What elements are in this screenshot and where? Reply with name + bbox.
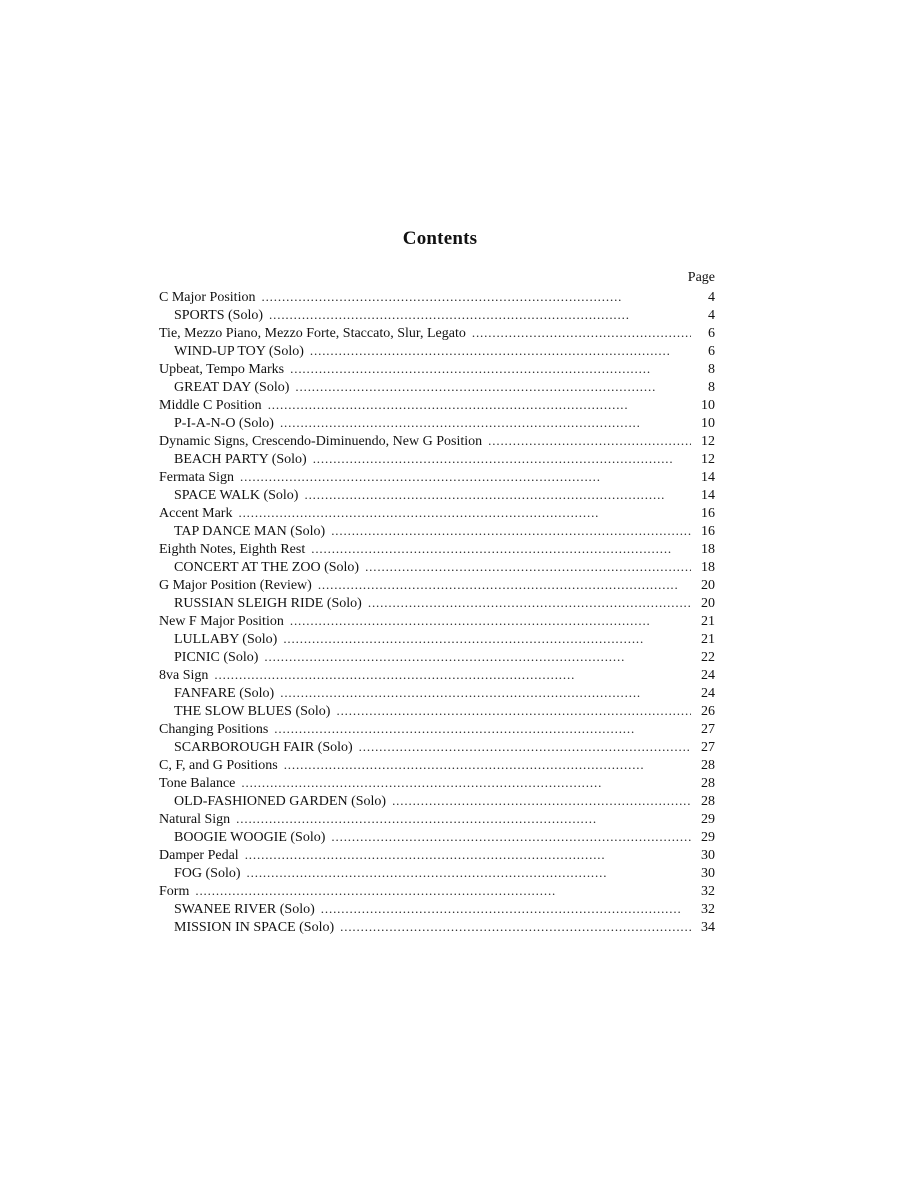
toc-entry-label: P-I-A-N-O (Solo) [174, 416, 274, 431]
toc-entry-label: Damper Pedal [159, 848, 239, 863]
dot-leader [274, 720, 691, 738]
toc-entry-page: 32 [701, 902, 715, 917]
toc-entry-label: FANFARE (Solo) [174, 686, 275, 701]
toc-subentry [159, 306, 715, 324]
toc-subentry [159, 558, 715, 576]
toc-entry-page: 4 [708, 308, 715, 323]
toc-subentry [159, 684, 715, 702]
toc-entry-page: 28 [701, 776, 715, 791]
toc-entry [159, 540, 715, 558]
dot-leader [195, 882, 691, 900]
dot-leader [359, 738, 691, 756]
toc-entry-page: 8 [708, 380, 715, 395]
toc-entry-page: 27 [701, 740, 715, 755]
toc-entry-page: 6 [708, 326, 715, 341]
dot-leader [280, 684, 691, 702]
toc-subentry [159, 828, 715, 846]
toc-entry [159, 720, 715, 738]
toc-entry-page: 30 [701, 866, 715, 881]
toc-entry-page: 28 [701, 758, 715, 773]
toc-entry [159, 846, 715, 864]
toc-entry-label: THE SLOW BLUES (Solo) [174, 704, 331, 719]
toc-entry-label: TAP DANCE MAN (Solo) [174, 524, 326, 539]
toc-subentry [159, 522, 715, 540]
toc-entry-label: SPACE WALK (Solo) [174, 488, 299, 503]
dot-leader [261, 288, 691, 306]
toc-entry [159, 360, 715, 378]
toc-entry-label: LULLABY (Solo) [174, 632, 278, 647]
toc-entry-label: Natural Sign [159, 812, 231, 827]
toc-entry-label: Middle C Position [159, 398, 262, 413]
dot-leader [321, 900, 691, 918]
dot-leader [311, 540, 691, 558]
toc-entry-page: 10 [701, 416, 715, 431]
toc-entry-label: Accent Mark [159, 506, 233, 521]
dot-leader [268, 396, 691, 414]
toc-entry [159, 576, 715, 594]
toc-entry [159, 504, 715, 522]
dot-leader [247, 864, 691, 882]
toc-entry [159, 612, 715, 630]
toc-subentry [159, 702, 715, 720]
toc-entry-page: 29 [701, 830, 715, 845]
dot-leader [472, 324, 691, 342]
toc-entry-label: SCARBOROUGH FAIR (Solo) [174, 740, 353, 755]
toc-entry-page: 28 [701, 794, 715, 809]
toc-entry [159, 882, 715, 900]
dot-leader [284, 756, 691, 774]
toc-subentry [159, 486, 715, 504]
toc-entry-label: RUSSIAN SLEIGH RIDE (Solo) [174, 596, 362, 611]
toc-entry-label: Tie, Mezzo Piano, Mezzo Forte, Staccato, Slur, Legato [159, 326, 466, 341]
toc-entry-label: Form [159, 884, 190, 899]
dot-leader [368, 594, 691, 612]
toc-entry-label: C, F, and G Positions [159, 758, 278, 773]
toc-entry-page: 20 [701, 596, 715, 611]
toc-entry-label: SWANEE RIVER (Solo) [174, 902, 315, 917]
dot-leader [290, 612, 691, 630]
toc-entry-page: 29 [701, 812, 715, 827]
toc-entry [159, 810, 715, 828]
dot-leader [313, 450, 691, 468]
toc-entry-label: OLD-FASHIONED GARDEN (Solo) [174, 794, 387, 809]
dot-leader [240, 468, 691, 486]
toc-subentry [159, 900, 715, 918]
toc-entry-page: 16 [701, 506, 715, 521]
toc-subentry [159, 414, 715, 432]
toc-subentry [159, 630, 715, 648]
toc-entry-page: 27 [701, 722, 715, 737]
dot-leader [488, 432, 691, 450]
toc-entry-page: 8 [708, 362, 715, 377]
toc-entry-page: 34 [701, 920, 715, 935]
toc-entry [159, 432, 715, 450]
toc-entry-label: Upbeat, Tempo Marks [159, 362, 285, 377]
toc-entry-label: SPORTS (Solo) [174, 308, 264, 323]
toc-entry-label: Tone Balance [159, 776, 236, 791]
toc-subentry [159, 450, 715, 468]
toc-entry-label: MISSION IN SPACE (Solo) [174, 920, 335, 935]
table-of-contents [159, 288, 715, 936]
toc-entry [159, 756, 715, 774]
toc-entry-page: 30 [701, 848, 715, 863]
toc-entry [159, 468, 715, 486]
toc-entry-page: 12 [701, 452, 715, 467]
toc-entry-page: 18 [701, 560, 715, 575]
dot-leader [304, 486, 691, 504]
toc-entry-label: G Major Position (Review) [159, 578, 312, 593]
toc-entry-page: 24 [701, 686, 715, 701]
dot-leader [238, 504, 691, 522]
dot-leader [283, 630, 691, 648]
toc-entry-page: 21 [701, 614, 715, 629]
toc-entry-label: C Major Position [159, 290, 256, 305]
toc-subentry [159, 792, 715, 810]
dot-leader [269, 306, 691, 324]
dot-leader [336, 702, 691, 720]
toc-entry-label: PICNIC (Solo) [174, 650, 259, 665]
toc-subentry [159, 594, 715, 612]
toc-entry [159, 396, 715, 414]
toc-entry [159, 774, 715, 792]
dot-leader [280, 414, 691, 432]
dot-leader [236, 810, 691, 828]
toc-entry-page: 18 [701, 542, 715, 557]
dot-leader [331, 522, 691, 540]
toc-entry-label: Dynamic Signs, Crescendo-Diminuendo, New G Position [159, 434, 483, 449]
toc-entry [159, 324, 715, 342]
toc-subentry [159, 864, 715, 882]
toc-entry-label: BEACH PARTY (Solo) [174, 452, 307, 467]
toc-entry-page: 26 [701, 704, 715, 719]
dot-leader [264, 648, 691, 666]
dot-leader [214, 666, 691, 684]
dot-leader [295, 378, 691, 396]
toc-entry-page: 4 [708, 290, 715, 305]
toc-entry-label: Fermata Sign [159, 470, 235, 485]
dot-leader [310, 342, 691, 360]
toc-entry-label: Eighth Notes, Eighth Rest [159, 542, 306, 557]
toc-subentry [159, 342, 715, 360]
toc-subentry [159, 648, 715, 666]
dot-leader [331, 828, 691, 846]
toc-entry-page: 6 [708, 344, 715, 359]
toc-entry-page: 32 [701, 884, 715, 899]
toc-entry-page: 14 [701, 470, 715, 485]
dot-leader [245, 846, 691, 864]
page-title: Contents [402, 228, 478, 249]
dot-leader [318, 576, 691, 594]
toc-subentry [159, 378, 715, 396]
toc-entry-label: BOOGIE WOOGIE (Solo) [174, 830, 326, 845]
toc-entry [159, 288, 715, 306]
toc-subentry [159, 738, 715, 756]
toc-entry-page: 10 [701, 398, 715, 413]
toc-entry-page: 22 [701, 650, 715, 665]
toc-entry-label: GREAT DAY (Solo) [174, 380, 290, 395]
page-column-heading: Page [687, 270, 715, 285]
toc-entry [159, 666, 715, 684]
toc-entry-page: 14 [701, 488, 715, 503]
toc-entry-label: Changing Positions [159, 722, 269, 737]
toc-entry-page: 12 [701, 434, 715, 449]
dot-leader [392, 792, 691, 810]
toc-entry-label: 8va Sign [159, 668, 209, 683]
toc-entry-label: New F Major Position [159, 614, 284, 629]
toc-entry-label: WIND-UP TOY (Solo) [174, 344, 304, 359]
dot-leader [340, 918, 691, 936]
dot-leader [365, 558, 691, 576]
toc-entry-label: FOG (Solo) [174, 866, 241, 881]
dot-leader [290, 360, 691, 378]
toc-entry-page: 20 [701, 578, 715, 593]
toc-entry-page: 16 [701, 524, 715, 539]
toc-subentry [159, 918, 715, 936]
dot-leader [241, 774, 691, 792]
toc-entry-page: 21 [701, 632, 715, 647]
toc-entry-label: CONCERT AT THE ZOO (Solo) [174, 560, 360, 575]
toc-entry-page: 24 [701, 668, 715, 683]
